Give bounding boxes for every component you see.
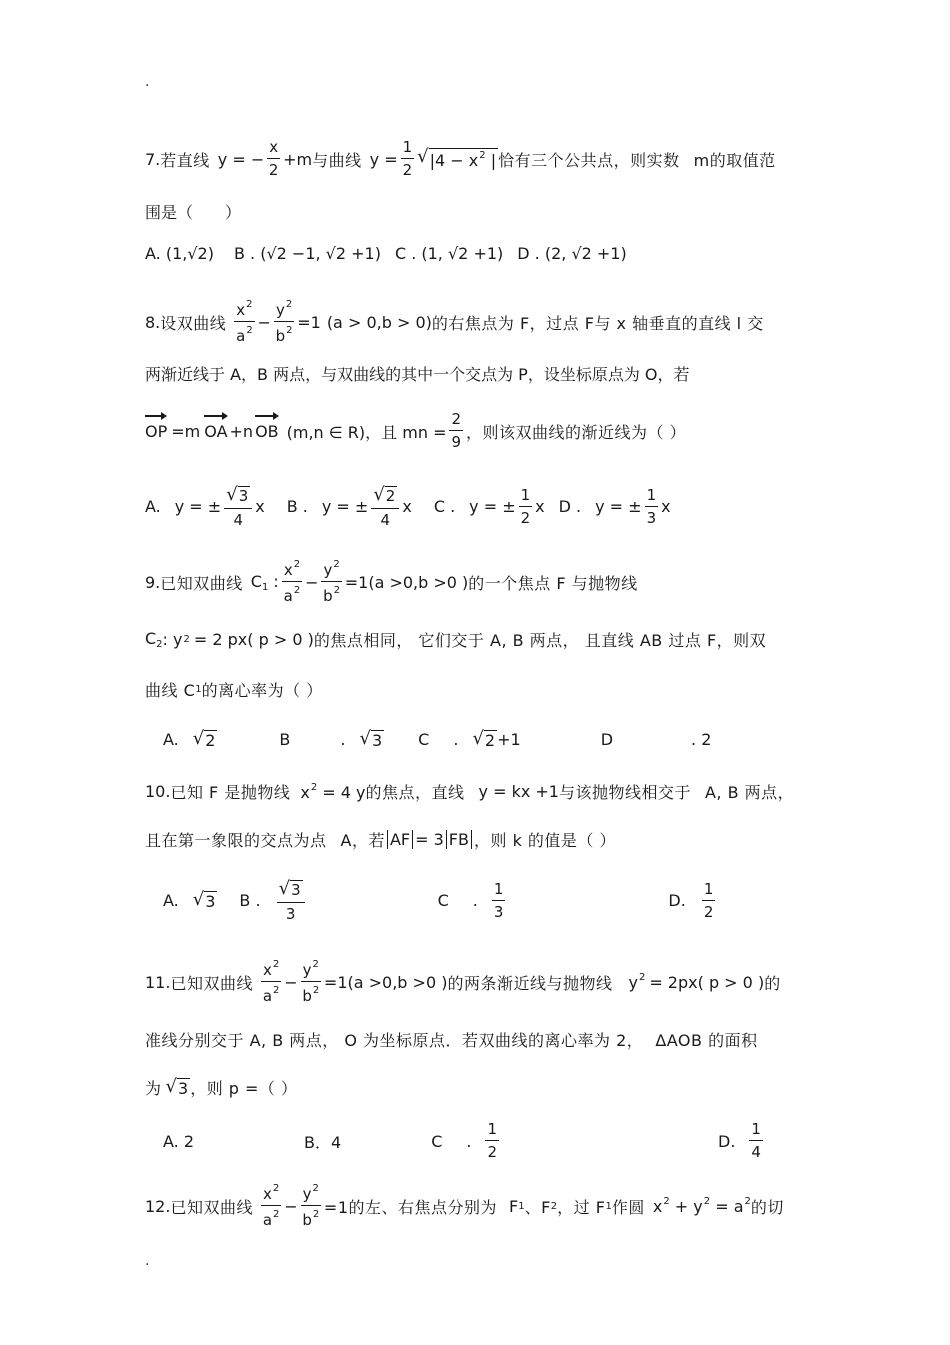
- q12-text: 的切: [750, 1197, 784, 1217]
- q10-text: ，则 k 的值是（ ）: [473, 831, 617, 850]
- q7-choice-c: C . (1, √2 +1): [394, 244, 504, 263]
- q8-condition: (a > 0,b > 0): [326, 312, 432, 332]
- q11-triangle: ΔAOB 的面积: [655, 1031, 758, 1050]
- q7-choice-b: B . (√2 −1, √2 +1): [233, 244, 381, 263]
- question-7-line-1: 7. 若直线 y = − $\frac{x}{2}$ +m 与曲线 y = $\frac{1}{2}$ √ $|4 - x^2$ | 恰有三个公共点，则实数 m的取值范: [145, 138, 776, 179]
- q9-parabola: = 2 px( p > 0 ): [193, 630, 314, 649]
- q9-choice-c: C: [418, 730, 430, 750]
- question-7-choices: [145, 244, 627, 263]
- q11-text: 准线分别交于 A, B 两点， O 为坐标原点．若双曲线的离心率为 2，: [145, 1031, 644, 1050]
- q10-text: 的焦点，直线: [365, 783, 465, 802]
- question-9-choices: A. √ 2 B . √ 3 C . √ 2 +1 D . 2: [163, 728, 712, 750]
- q7-text: m的取值范: [693, 150, 776, 170]
- q8-text: 的右焦点为 F，过点 F与 x 轴垂直的直线 l 交: [431, 313, 764, 333]
- q8-text: 设双曲线: [160, 313, 227, 333]
- q9-number: 9.: [145, 572, 161, 592]
- q10-text: 与该抛物线相交于: [558, 783, 691, 802]
- q7-text: 若直线: [160, 150, 210, 170]
- q11-text: 已知双曲线: [170, 973, 253, 993]
- q8-vector-condition: (m,n ∈ R)，且 mn =: [286, 422, 447, 442]
- q9-choice-a: A.: [163, 730, 179, 750]
- q10-text: 已知 F 是抛物线: [170, 783, 291, 802]
- q10-choice-b: B .: [239, 891, 261, 911]
- question-9-line-2: $C_2$ : y 2 = 2 px( p > 0 ) 的焦点相同， 它们交于 A, B 两点， 且直线 AB 过点 F，则双: [145, 629, 767, 650]
- q7-number: 7.: [145, 149, 161, 169]
- q10-line-eq: y = kx +1: [478, 782, 559, 801]
- q12-number: 12.: [145, 1196, 171, 1216]
- question-9-line-3: 曲线 C 1 的离心率为（ ）: [145, 678, 323, 701]
- question-10-choices: A. √ 3 B . √ 3 3 C . $\frac{1}{3}$ D. $\frac{1}{2}$: [163, 878, 714, 923]
- q7-text: 与曲线: [312, 150, 362, 170]
- q11-choice-d: D.: [718, 1131, 736, 1151]
- page-dot-bottom: .: [145, 1253, 150, 1269]
- question-12-line-1: 12. 已知双曲线 $\frac{x^2}{a^2}$ − $\frac{y^2}{b^2}$ =1的左、右焦点分别为 F 1 、F 2 ，过 F 1 作圆 $x^2 + y^2 = a^2$ 的切: [145, 1183, 784, 1229]
- question-8-choices: A. y = ± √ 3 4 x B . y = ± √ 2 4 x C . y = ± $\frac{1}{2}$ x D . y = ± $\frac{1}{3}$ x: [145, 484, 671, 529]
- question-9-line-1: 9. 已知双曲线 $C_1$ : $\frac{x^2}{a^2}$ − $\frac{y^2}{b^2}$ =1(a >0,b >0 ) 的一个焦点 F 与抛物线: [145, 559, 638, 605]
- q9-choice-d: D: [600, 730, 614, 750]
- question-11-choices: A. 2 B．4 C . $\frac{1}{2}$ D. $\frac{1}{4}$: [163, 1120, 761, 1161]
- q11-text: 的两条渐近线与抛物线: [447, 973, 613, 993]
- q10-text: 且在第一象限的交点为点: [145, 831, 327, 850]
- q11-text: ，则 p =（ ）: [190, 1079, 298, 1098]
- question-11-line-3: 为 √ 3 ，则 p =（ ）: [145, 1075, 298, 1098]
- question-10-line-2: 且在第一象限的交点为点 A，若 AF = 3 FB ，则 k 的值是（ ）: [145, 830, 617, 850]
- q8-choice-b: B .: [286, 497, 308, 517]
- q8-choice-c: C .: [433, 497, 456, 517]
- q9-choice-b: B: [279, 730, 291, 750]
- question-8-line-1: 8. 设双曲线 $\frac{x^2}{a^2}$ − $\frac{y^2}{b^2}$ =1 (a > 0,b > 0) 的右焦点为 F，过点 F与 x 轴垂直的直线 l 交: [145, 299, 764, 345]
- q11-text: 为: [145, 1079, 162, 1098]
- q11-choice-b: B．4: [304, 1132, 342, 1152]
- q10-text: A, B 两点，: [704, 783, 795, 802]
- q10-number: 10.: [145, 782, 171, 801]
- q8-text: ，则该双曲线的渐近线为（ ）: [466, 422, 687, 442]
- q12-f2: 、F: [524, 1197, 551, 1217]
- q11-choice-c: C: [431, 1131, 443, 1151]
- q9-choice-d-value: . 2: [691, 730, 712, 750]
- q8-number: 8.: [145, 312, 161, 332]
- q9-text: 的焦点相同， 它们交于 A, B 两点， 且直线 AB 过点 F，则双: [313, 631, 767, 650]
- q11-number: 11.: [145, 972, 171, 992]
- q10-text: A，若: [340, 831, 385, 850]
- q9-text: 已知双曲线: [160, 573, 243, 593]
- q12-text: =1的左、右焦点分别为: [323, 1197, 497, 1217]
- q10-choice-d: D.: [668, 891, 686, 911]
- q9-text: 的一个焦点 F 与抛物线: [468, 573, 638, 593]
- q11-parabola: = 2px( p > 0 ): [649, 972, 765, 992]
- q11-text: 的: [764, 973, 781, 993]
- page-dot-top: .: [145, 74, 150, 90]
- q9-condition: =1(a >0,b >0 ): [344, 572, 469, 592]
- q10-choice-c: C: [437, 891, 449, 911]
- q7-choice-d: D . (2, √2 +1): [517, 244, 627, 263]
- q12-text: 已知双曲线: [170, 1197, 253, 1217]
- question-8-line-3: OP =m OA +n OB (m,n ∈ R)，且 mn = $\frac{2}{9}$ ，则该双曲线的渐近线为（ ）: [145, 410, 687, 451]
- q11-choice-a: A. 2: [163, 1131, 195, 1151]
- question-11-line-2: [145, 1028, 758, 1051]
- question-7-line-2: 围是（ ）: [145, 203, 242, 222]
- q7-text: 恰有三个公共点，则实数: [498, 150, 680, 170]
- question-8-line-2: 两渐近线于 A，B 两点，与双曲线的其中一个交点为 P，设坐标原点为 O，若: [145, 365, 690, 384]
- q12-f1: F: [509, 1196, 519, 1216]
- q12-text: ，过 F: [557, 1197, 606, 1217]
- q12-text: 作圆: [611, 1197, 645, 1217]
- question-10-line-1: 10. 已知 F 是抛物线 $x^2 = 4$ y 的焦点，直线 y = kx +1 与该抛物线相交于 A, B 两点，: [145, 781, 795, 802]
- q9-text: 曲线 C: [145, 681, 196, 700]
- q9-c2-label: C: [145, 629, 157, 648]
- q8-choice-d: D .: [558, 497, 582, 517]
- q9-text: : y: [162, 630, 183, 649]
- q11-condition: =1(a >0,b >0 ): [323, 972, 448, 992]
- q9-text: 的离心率为（ ）: [201, 681, 323, 700]
- q8-choice-a: A.: [145, 497, 161, 517]
- q7-choice-a: A. (1,√2): [145, 244, 214, 263]
- q9-c1-label: C: [250, 571, 262, 591]
- q10-choice-a: A.: [163, 891, 179, 911]
- question-11-line-1: 11. 已知双曲线 $\frac{x^2}{a^2}$ − $\frac{y^2}{b^2}$ =1(a >0,b >0 ) 的两条渐近线与抛物线 $y^2$ = 2px( p > 0 ) 的: [145, 959, 781, 1005]
